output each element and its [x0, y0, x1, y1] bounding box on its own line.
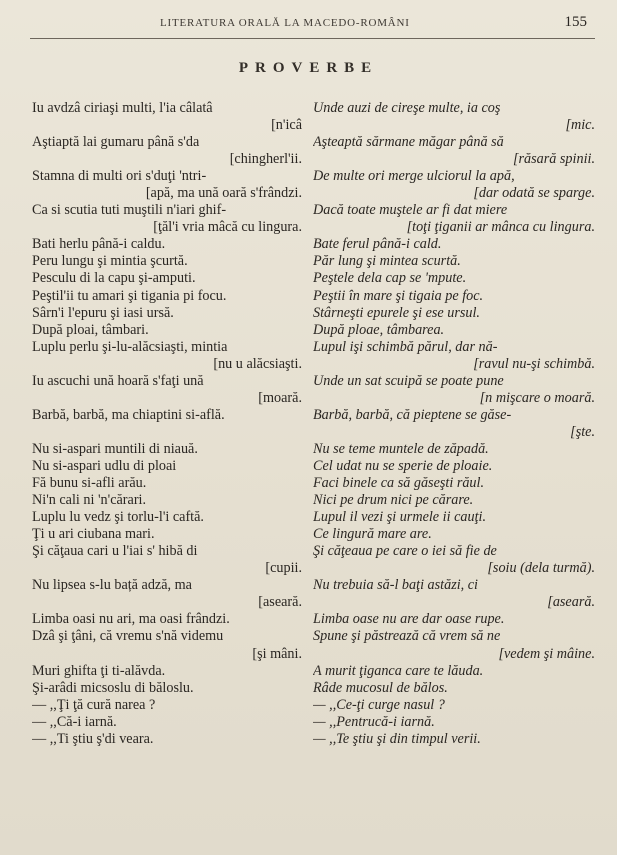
romanian-translation-line: Spune şi păstrează că vrem să ne — [313, 628, 501, 645]
aromanian-proverb-line: Luplu lu vedz şi torlu-l'i caftă. — [32, 509, 204, 526]
aromanian-proverb-line: Pesculu di la capu şi-amputi. — [32, 270, 196, 287]
running-header — [30, 14, 595, 39]
aromanian-proverb-line: Muri ghifta ţi ti-alăvda. — [32, 662, 166, 679]
aromanian-proverb-line: Limba oasi nu ari, ma oasi frândzi. — [32, 611, 230, 628]
romanian-translation-line: Nu se teme muntele de zăpadă. — [313, 440, 489, 457]
running-title: LITERATURA ORALĂ LA MACEDO-ROMÂNI — [160, 17, 410, 29]
romanian-translation-line: După ploae, tâmbarea. — [313, 321, 445, 338]
romanian-translation-line: Şi căţeaua pe care o iei să fie de — [313, 543, 497, 560]
aromanian-proverb-line — [32, 424, 302, 441]
romanian-translation-line: Ce lingură mare are. — [313, 526, 432, 543]
aromanian-proverb-line: Stamna di multi ori s'duţi 'ntri- — [32, 168, 207, 185]
romanian-translation-line: — ,,Pentrucă-i iarnă. — [313, 713, 435, 730]
aromanian-proverb-line: Iu ascuchi ună hoară s'faţi ună — [32, 372, 204, 389]
romanian-translation-line: Barbă, barbă, că pieptene se găse- — [313, 406, 512, 423]
aromanian-proverb-line: [şi mâni. — [252, 645, 302, 662]
aromanian-proverb-line: [cupii. — [265, 560, 302, 577]
romanian-translation-line: [aseară. — [547, 594, 595, 611]
romanian-translation-line: Faci binele ca să găseşti răul. — [313, 475, 485, 492]
romanian-translation-line: De multe ori merge ulciorul la apă, — [313, 168, 515, 185]
aromanian-proverb-line: Ţi u ari ciubana mari. — [32, 526, 155, 543]
romanian-translation-line: Bate ferul până-i cald. — [313, 236, 442, 253]
section-title: PROVERBE — [238, 60, 379, 76]
aromanian-proverb-line: Şi căţaua cari u l'iai s' hibă di — [32, 543, 198, 560]
aromanian-proverb-line: [ţăl'i vria mâcă cu lingura. — [153, 219, 302, 236]
aromanian-proverb-line: Dzâ şi ţâni, că vremu s'nă videmu — [32, 628, 224, 645]
romanian-translation-line: Cel udat nu se sperie de ploaie. — [313, 457, 493, 474]
romanian-translation-line: Râde mucosul de bălos. — [313, 679, 448, 696]
romanian-translation-line: [dar odată se sparge. — [473, 185, 595, 202]
aromanian-proverb-line: Aştiaptă lai gumaru până s'da — [32, 134, 200, 151]
romanian-translation-line: [răsară spinii. — [513, 151, 595, 168]
romanian-translation-line: Limba oase nu are dar oase rupe. — [313, 611, 505, 628]
romanian-translation-line: Nici pe drum nici pe cărare. — [313, 492, 474, 509]
aromanian-proverb-line: Fă bunu si-afli arău. — [32, 475, 147, 492]
aromanian-proverb-line: [n'icâ — [271, 117, 302, 134]
aromanian-proverb-line: [aseară. — [258, 594, 302, 611]
romanian-translation-line: Peştii în mare şi tigaia pe foc. — [313, 287, 484, 304]
page-number: 155 — [564, 14, 587, 30]
aromanian-proverb-line: — ,,Că-i iarnă. — [32, 713, 117, 730]
aromanian-proverb-line: Peştil'ii tu amari şi tigania pi focu. — [32, 287, 227, 304]
aromanian-proverb-line: Nu si-aspari muntili di niauă. — [32, 440, 198, 457]
romanian-translation-line: [mic. — [565, 117, 595, 134]
romanian-translation-line: [şte. — [570, 423, 595, 440]
aromanian-proverb-line: Sârn'i l'epuru şi iasi ursă. — [32, 304, 174, 321]
romanian-translation-line: — ,,Ce-ţi curge nasul ? — [313, 696, 445, 713]
romanian-translation-line: — ,,Te ştiu şi din timpul verii. — [313, 730, 481, 747]
aromanian-proverb-line: [chingherl'ii. — [229, 151, 302, 168]
aromanian-proverb-line: Ca si scutia tuti muştili n'iari ghif- — [32, 202, 227, 219]
aromanian-proverb-line: Iu avdzâ ciriaşi multi, l'ia câlatâ — [32, 100, 213, 116]
romanian-translation-line: Lupul işi schimbă părul, dar nă- — [313, 338, 498, 355]
aromanian-proverb-line: [moară. — [258, 389, 302, 406]
aromanian-proverb-line: [nu u alăcsiaşti. — [213, 355, 302, 372]
aromanian-proverb-line: Şi-arâdi micsoslu di băloslu. — [32, 679, 194, 696]
romanian-translation-line: Peştele dela cap se 'mpute. — [313, 270, 467, 287]
aromanian-proverb-line: Barbă, barbă, ma chiaptini si-află. — [32, 406, 225, 423]
romanian-translation-line: Lupul il vezi şi urmele ii cauţi. — [313, 509, 486, 526]
aromanian-proverb-line: Peru lungu şi mintia şcurtă. — [32, 253, 188, 270]
romanian-translation-line: [ravul nu-şi schimbă. — [473, 355, 595, 372]
aromanian-proverb-line: După ploai, tâmbari. — [32, 321, 149, 338]
romanian-translation-line: Unde auzi de cireşe multe, ia coş — [313, 100, 501, 116]
aromanian-proverb-line: — ,,Ţi ţă cură narea ? — [32, 696, 156, 713]
romanian-translation-line: Nu trebuia să-l baţi astăzi, ci — [313, 577, 478, 594]
romanian-translation-line: Păr lung şi mintea scurtă. — [313, 253, 461, 270]
aromanian-proverb-line: Ni'n cali ni 'n'cărari. — [32, 492, 147, 509]
romanian-translation-line: [toţi ţiganii ar mânca cu lingura. — [406, 219, 595, 236]
romanian-translation-line: Unde un sat scuipă se poate pune — [313, 372, 504, 389]
romanian-column — [313, 100, 595, 748]
aromanian-proverb-line: Bati herlu până-i caldu. — [32, 236, 166, 253]
romanian-translation-line: A murit ţiganca care te lăuda. — [313, 662, 484, 679]
aromanian-proverb-line: — ,,Ti ştiu ş'di veara. — [32, 730, 154, 747]
romanian-translation-line: Aşteaptă sărmane măgar până să — [313, 134, 504, 151]
romanian-translation-line: [vedem şi mâine. — [498, 645, 595, 662]
romanian-translation-line: Dacă toate muştele ar fi dat miere — [313, 202, 508, 219]
aromanian-proverb-line: Nu si-aspari udlu di ploai — [32, 457, 177, 474]
romanian-translation-line: [n mişcare o moară. — [479, 389, 595, 406]
aromanian-proverb-line: Luplu perlu şi-lu-alăcsiaşti, mintia — [32, 338, 228, 355]
romanian-translation-line: [soiu (dela turmă). — [487, 560, 595, 577]
aromanian-proverb-line: [apă, ma ună oară s'frândzi. — [145, 185, 302, 202]
aromanian-proverb-line: Nu lipsea s-lu bață adză, ma — [32, 577, 192, 594]
romanian-translation-line: Stârneşti epurele şi ese ursul. — [313, 304, 480, 321]
aromanian-column — [32, 100, 302, 748]
